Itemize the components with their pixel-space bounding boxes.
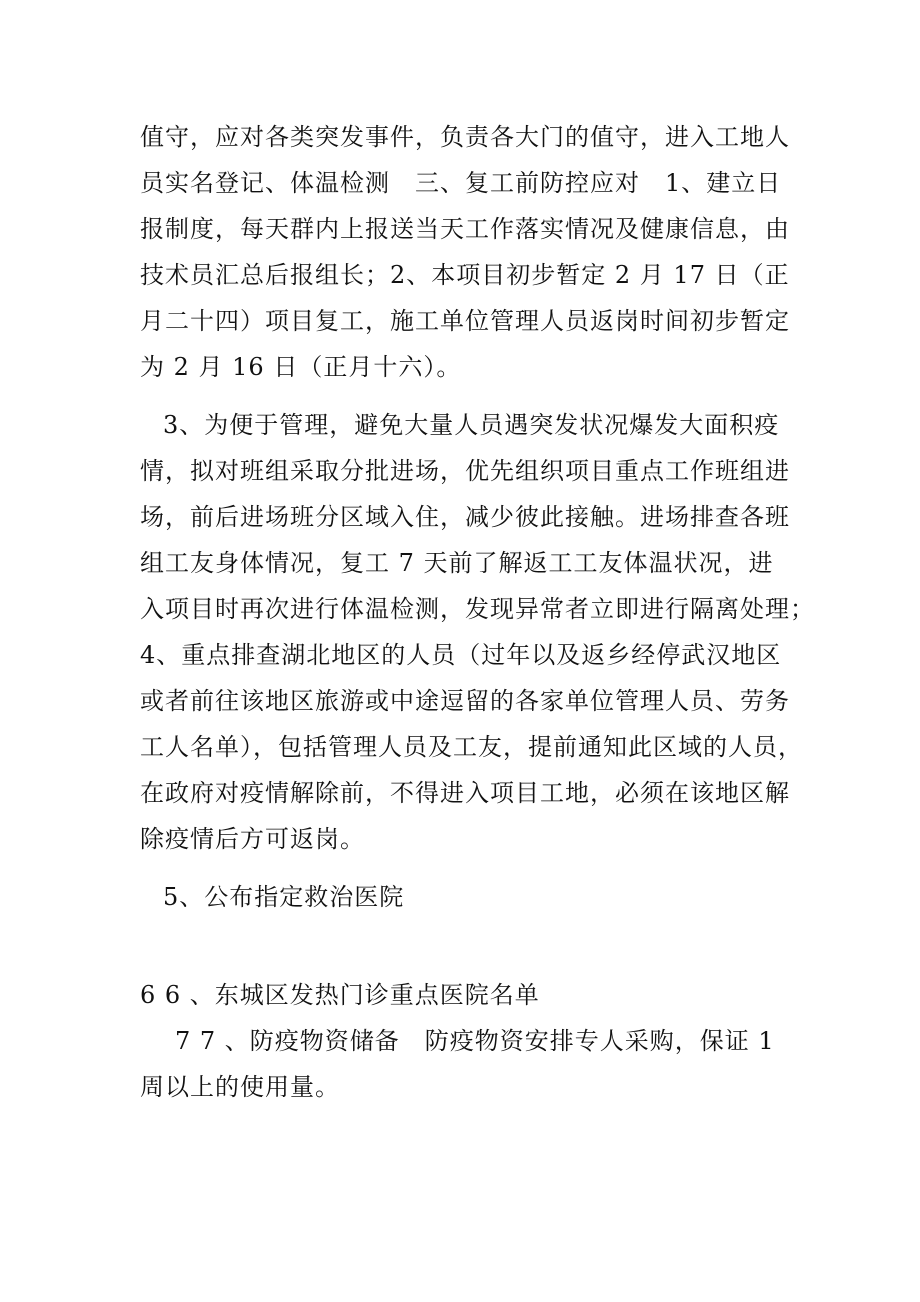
- text-line: 除疫情后方可返岗。: [140, 825, 365, 853]
- text-line: 值守，应对各类突发事件，负责各大门的值守，进入工地人: [140, 123, 790, 151]
- text-line: 或者前往该地区旅游或中途逗留的各家单位管理人员、劳务: [140, 687, 790, 715]
- text-line: 5、公布指定救治医院: [163, 883, 405, 911]
- text-line: 场，前后进场班分区域入住，减少彼此接触。进场排查各班: [140, 503, 790, 531]
- text-line: 工人名单），包括管理人员及工友，提前通知此区域的人员，: [140, 733, 803, 761]
- text-line: 月二十四）项目复工，施工单位管理人员返岗时间初步暂定: [140, 307, 790, 335]
- text-line: 周以上的使用量。: [140, 1073, 340, 1101]
- text-line: 入项目时再次进行体温检测，发现异常者立即进行隔离处理；: [140, 595, 815, 623]
- text-line: 员实名登记、体温检测 三、复工前防控应对 1、建立日: [140, 169, 782, 197]
- text-line: 4、重点排查湖北地区的人员（过年以及返乡经停武汉地区: [140, 641, 782, 669]
- text-line: 为 2 月 16 日（正月十六）。: [140, 353, 462, 381]
- text-line: 组工友身体情况，复工 7 天前了解返工工友体温状况，进: [140, 549, 774, 577]
- text-line: 报制度，每天群内上报送当天工作落实情况及健康信息，由: [140, 215, 790, 243]
- text-line: 情，拟对班组采取分批进场，优先组织项目重点工作班组进: [140, 457, 790, 485]
- text-line: 在政府对疫情解除前，不得进入项目工地，必须在该地区解: [140, 779, 790, 807]
- text-line: 技术员汇总后报组长；2、本项目初步暂定 2 月 17 日（正: [140, 261, 790, 289]
- text-line: 3、为便于管理，避免大量人员遇突发状况爆发大面积疫: [163, 411, 780, 439]
- text-line: 6 6 、东城区发热门诊重点医院名单: [140, 981, 540, 1009]
- text-line: 7 7 、防疫物资储备 防疫物资安排专人采购，保证 1: [175, 1027, 775, 1055]
